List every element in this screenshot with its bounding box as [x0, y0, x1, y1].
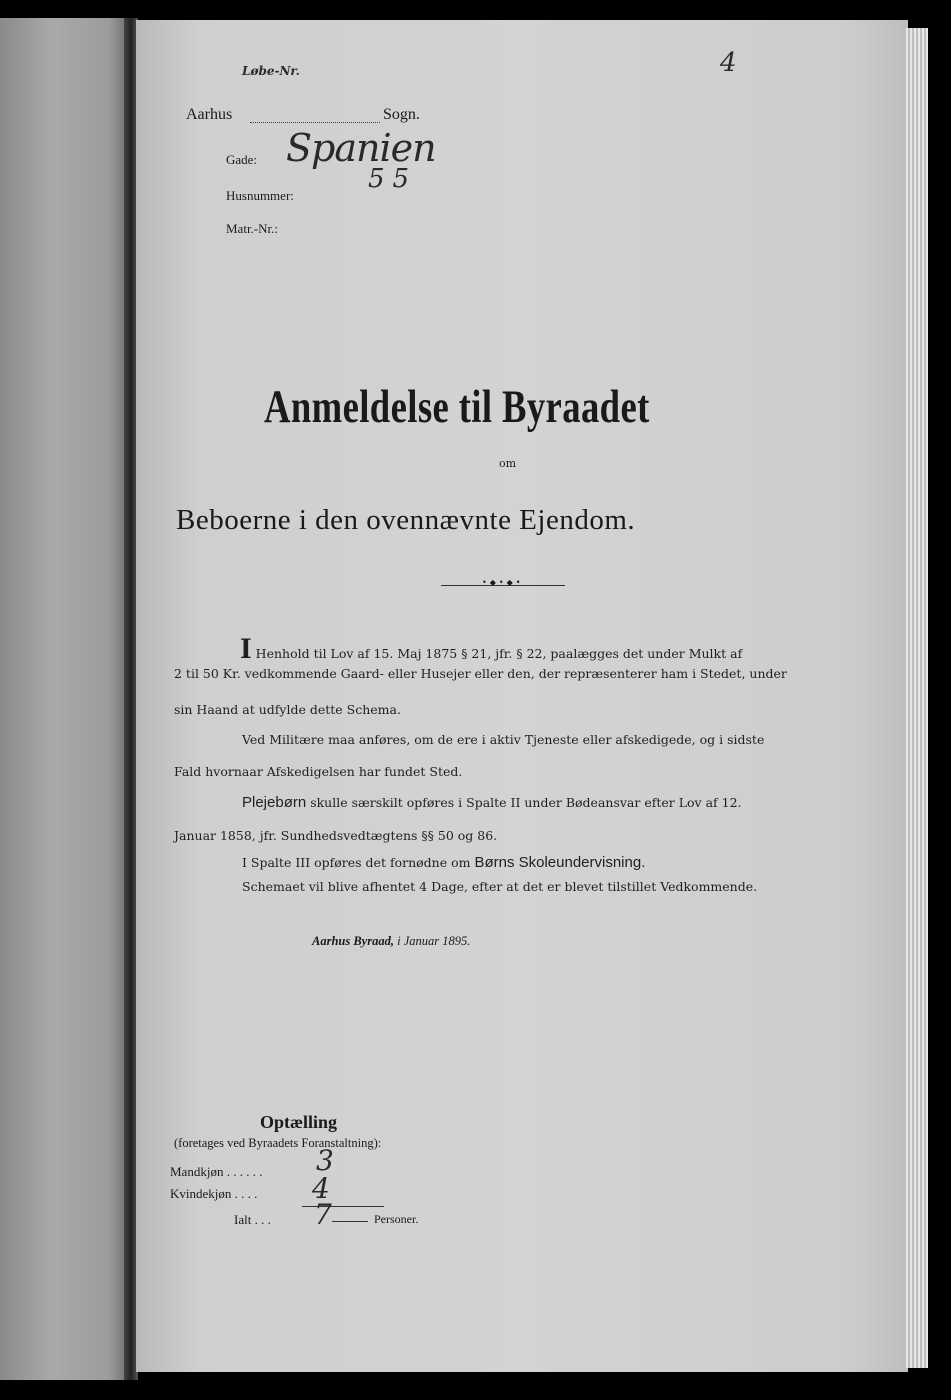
paragraph-2-line-1: Ved Militære maa anføres, om de ere i aktiv Tjeneste eller afskedigede, og i sidste: [242, 732, 765, 747]
female-count: 4: [312, 1172, 330, 1205]
paragraph-3-text: skulle særskilt opføres i Spalte II under Bødeansvar efter Lov af 12.: [310, 795, 742, 810]
count-heading: Optælling: [260, 1112, 338, 1132]
divider-ornament-icon: •◆•◆•: [482, 578, 524, 587]
signature-date: i Januar 1895.: [397, 934, 471, 948]
paragraph-4-text: I Spalte III opføres det fornødne om: [242, 855, 471, 870]
gade-value: Spanien: [286, 126, 436, 170]
paragraph-1-line-3: sin Haand at udfylde dette Schema.: [174, 702, 401, 717]
lobe-nr-value: 4: [720, 48, 737, 78]
sogn-field[interactable]: [250, 110, 380, 123]
male-count: 3: [316, 1144, 334, 1177]
plejeborn-emphasis: Plejebørn: [242, 794, 307, 811]
page-edges: [906, 28, 928, 1368]
title-om: om: [499, 457, 517, 470]
previous-page: [0, 18, 128, 1380]
sogn-label: Sogn.: [383, 106, 420, 123]
form-page: [136, 20, 908, 1372]
form-subtitle: Beboerne i den ovennævnte Ejendom.: [176, 504, 636, 536]
paragraph-2-line-2: Fald hvornaar Afskedigelsen har fundet Sted.: [174, 764, 463, 779]
city-label: Aarhus: [186, 106, 233, 123]
female-label: Kvindekjøn . . . .: [170, 1186, 258, 1201]
signature-council: Aarhus Byraad,: [312, 934, 394, 948]
total-count: 7: [314, 1198, 332, 1231]
drop-cap: I: [240, 632, 252, 665]
paragraph-1-text-1: Henhold til Lov af 15. Maj 1875 § 21, jfr. § 22, paalægges det under Mulkt af: [255, 646, 743, 661]
paragraph-5: Schemaet vil blive afhentet 4 Dage, efter at det er blevet tilstillet Vedkommende.: [242, 879, 758, 894]
signature-line: [312, 934, 470, 949]
husnummer-value: 55: [368, 164, 418, 194]
husnummer-label: Husnummer:: [226, 188, 294, 203]
total-dash: [332, 1221, 368, 1222]
paragraph-1-line-2: 2 til 50 Kr. vedkommende Gaard- eller Husejer eller den, der repræsenterer ham i Stedet, under: [174, 666, 787, 681]
paragraph-3-line-2: Januar 1858, jfr. Sundhedsvedtægtens §§ 50 og 86.: [174, 828, 498, 843]
lobe-nr-label: Løbe-Nr.: [242, 64, 300, 78]
paragraph-3-line-1: [242, 784, 742, 821]
matr-nr-label: Matr.-Nr.:: [226, 221, 278, 236]
total-label: Ialt . . .: [234, 1212, 271, 1227]
skoleundervisning-emphasis: Børns Skoleundervisning.: [474, 854, 646, 871]
persons-label: Personer.: [374, 1212, 419, 1226]
gade-label: Gade:: [226, 152, 258, 167]
form-title: Anmeldelse til Byraadet: [264, 381, 650, 433]
count-note: (foretages ved Byraadets Foranstaltning):: [174, 1136, 382, 1150]
male-label: Mandkjøn . . . . . .: [170, 1164, 263, 1179]
